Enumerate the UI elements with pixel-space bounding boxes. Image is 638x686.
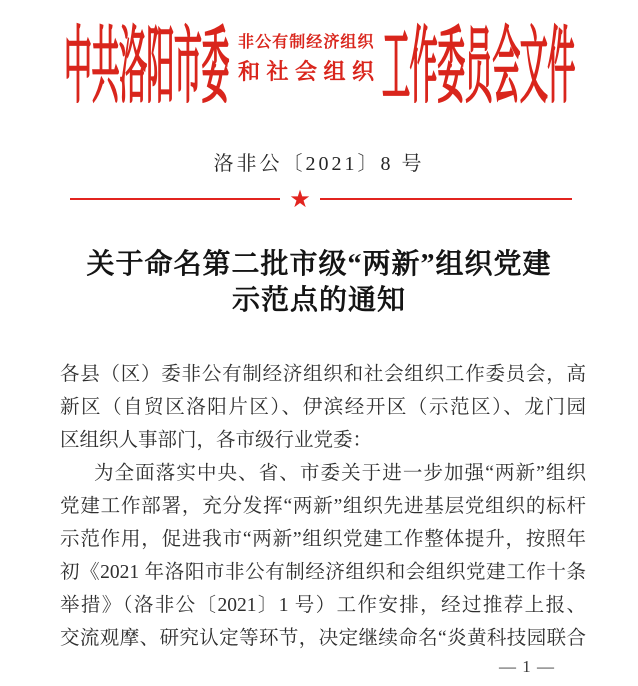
divider-line-right <box>320 198 572 200</box>
divider-line-left <box>70 198 280 200</box>
masthead-left-text: 中共洛阳市委 <box>64 21 229 114</box>
body-line: 初《2021 年洛阳市非公有制经济组织和会组织党建工作十条 <box>60 562 586 583</box>
masthead-right-text: 工作委员会文件 <box>382 21 575 114</box>
body-line: 新区（自贸区洛阳片区）、伊滨经开区（示范区）、龙门园 <box>60 397 586 418</box>
body-line: 区组织人事部门，各市级行业党委： <box>60 430 373 451</box>
page-number: — 1 — <box>499 657 555 676</box>
body-line: 示范作用，促进我市“两新”组织党建工作整体提升，按照年 <box>60 529 586 550</box>
star-divider <box>70 185 572 213</box>
star-icon: ★ <box>289 185 311 213</box>
body-line: 党建工作部署，充分发挥“两新”组织先进基层党组织的标杆 <box>60 496 586 517</box>
document-body <box>60 358 586 655</box>
body-line: 各县（区）委非公有制经济组织和社会组织工作委员会，高 <box>60 364 586 385</box>
document-title-line1: 关于命名第二批市级“两新”组织党建 <box>86 249 552 280</box>
masthead-middle-block <box>238 33 374 85</box>
body-line: 举措》（洛非公〔2021〕1 号）工作安排，经过推荐上报、 <box>60 595 586 616</box>
body-line: 交流观摩、研究认定等环节，决定继续命名“炎黄科技园联合 <box>60 628 586 649</box>
body-line: 为全面落实中央、省、市委关于进一步加强“两新”组织 <box>94 463 586 484</box>
document-title-line2: 示范点的通知 <box>231 285 406 316</box>
masthead-middle-line2: 和社会组织 <box>238 59 374 84</box>
document-title <box>0 247 638 319</box>
masthead-middle-line1: 非公有制经济组织 <box>238 34 374 51</box>
doc-number: 洛非公〔2021〕8 号 <box>213 153 425 175</box>
